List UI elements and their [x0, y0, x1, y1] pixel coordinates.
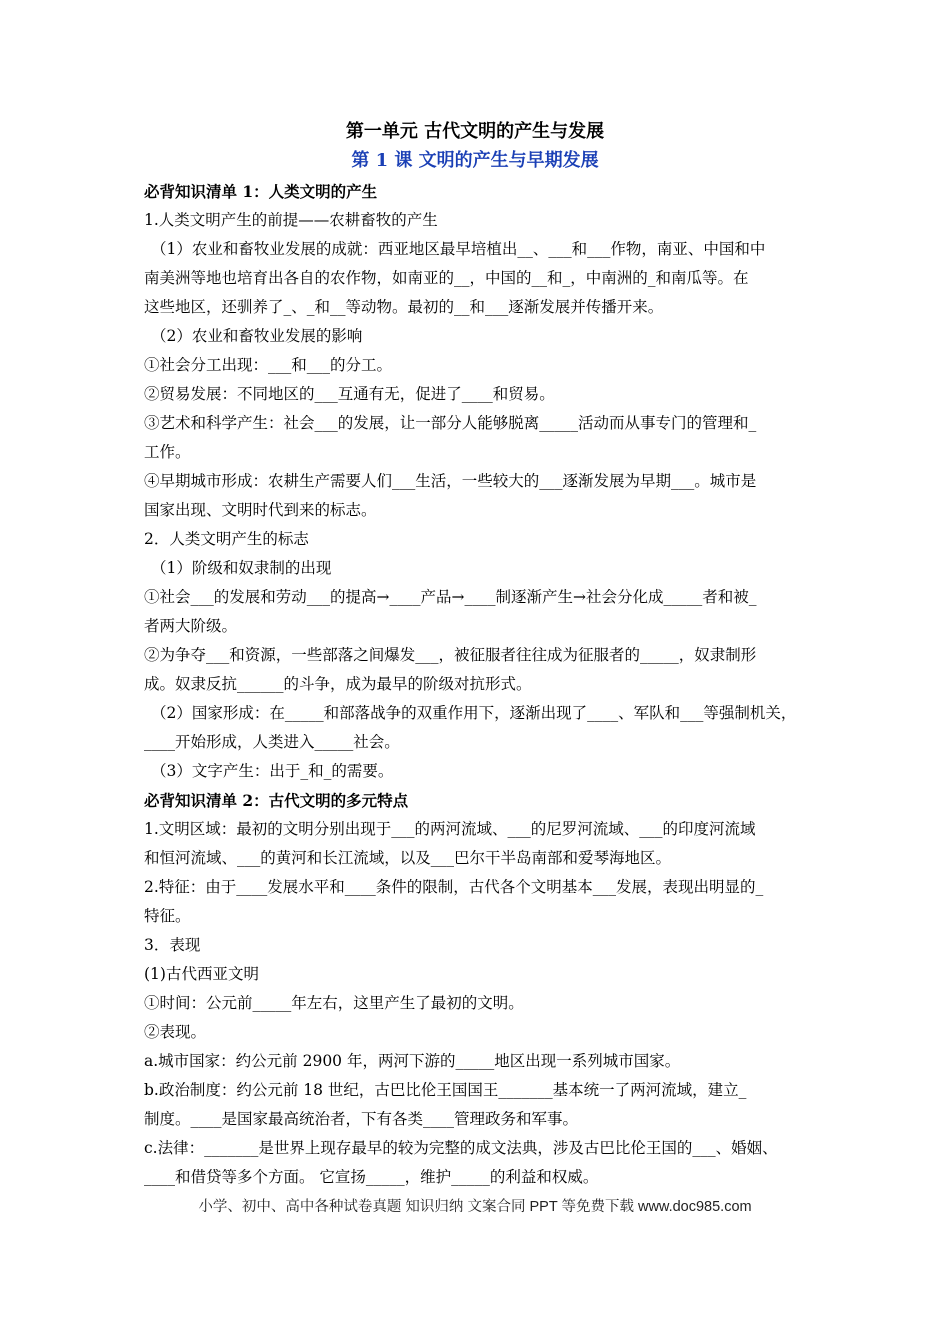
- text-line: 特征。: [144, 907, 191, 925]
- text-line: 工作。: [144, 443, 191, 461]
- text-line: ①社会分工出现：___和___的分工。: [144, 356, 393, 374]
- text-line: 成。奴隶反抗______的斗争，成为最早的阶级对抗形式。: [144, 675, 532, 693]
- text-line: （2）农业和畜牧业发展的影响: [151, 327, 363, 345]
- text-line: 这些地区，还驯养了_、_和__等动物。最初的__和___逐渐发展并传播开来。: [144, 298, 664, 316]
- text-line: 3．表现: [144, 936, 201, 954]
- section-heading: 必背知识清单 1：人类文明的产生: [144, 182, 378, 201]
- text-line: 1.文明区域：最初的文明分别出现于___的两河流域、___的尼罗河流域、___的印度河流域: [144, 820, 756, 838]
- section-heading: 必背知识清单 2：古代文明的多元特点: [144, 791, 409, 810]
- text-line: （2）国家形成：在_____和部落战争的双重作用下，逐渐出现了____、军队和___等强制机关，: [151, 704, 797, 722]
- text-line: 2．人类文明产生的标志: [144, 530, 309, 548]
- text-line: 制度。____是国家最高统治者，下有各类____管理政务和军事。: [144, 1110, 579, 1128]
- text-line: ②为争夺___和资源，一些部落之间爆发___，被征服者往往成为征服者的_____，奴隶制形: [144, 646, 757, 664]
- text-line: （1）阶级和奴隶制的出现: [151, 559, 332, 577]
- text-line: 1.人类文明产生的前提——农耕畜牧的产生: [144, 211, 438, 229]
- text-line: 南美洲等地也培育出各自的农作物，如南亚的__，中国的__和_，中南洲的_和南瓜等。在: [144, 269, 749, 287]
- text-line: 2.特征：由于____发展水平和____条件的限制，古代各个文明基本___发展，表现出明显的_: [144, 878, 764, 896]
- text-line: (1)古代西亚文明: [144, 965, 259, 983]
- text-line: c.法律：_______是世界上现存最早的较为完整的成文法典，涉及古巴比伦王国的___、婚姻、: [144, 1139, 778, 1157]
- text-line: ____开始形成，人类进入_____社会。: [144, 733, 400, 751]
- text-line: 国家出现、文明时代到来的标志。: [144, 501, 377, 519]
- text-line: （1）农业和畜牧业发展的成就：西亚地区最早培植出__、___和___作物，南亚、中国和中: [151, 240, 766, 258]
- text-line: ④早期城市形成：农耕生产需要人们___生活，一些较大的___逐渐发展为早期___。城市是: [144, 472, 757, 490]
- text-line: （3）文字产生：出于_和_的需要。: [151, 762, 394, 780]
- text-line: ____和借贷等多个方面。 它宣扬_____，维护_____的利益和权威。: [144, 1168, 599, 1186]
- text-line: ②表现。: [144, 1023, 207, 1041]
- text-line: ③艺术和科学产生：社会___的发展，让一部分人能够脱离_____活动而从事专门的管理和_: [144, 414, 757, 432]
- footer-text: 小学、初中、高中各种试卷真题 知识归纳 文案合同 PPT 等免费下载 www.doc985.com: [198, 1199, 752, 1215]
- unit-title: 第一单元 古代文明的产生与发展: [345, 121, 605, 142]
- text-line: ①社会___的发展和劳动___的提高→____产品→____制逐渐产生→社会分化成_____者和被_: [144, 588, 757, 606]
- text-line: ②贸易发展：不同地区的___互通有无，促进了____和贸易。: [144, 385, 555, 403]
- text-line: 者两大阶级。: [144, 617, 238, 635]
- text-line: b.政治制度：约公元前 18 世纪，古巴比伦王国国王_______基本统一了两河流域，建立_: [144, 1081, 747, 1099]
- text-line: ①时间：公元前_____年左右，这里产生了最初的文明。: [144, 994, 524, 1012]
- lesson-title: 第 1 课 文明的产生与早期发展: [351, 150, 599, 171]
- text-line: a.城市国家：约公元前 2900 年，两河下游的_____地区出现一系列城市国家。: [144, 1052, 681, 1070]
- text-line: 和恒河流域、___的黄河和长江流域，以及___巴尔干半岛南部和爱琴海地区。: [144, 849, 672, 867]
- document-body: [144, 177, 820, 1192]
